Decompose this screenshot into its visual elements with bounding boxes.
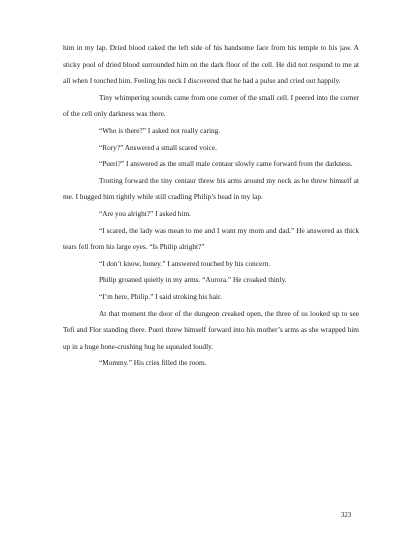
- paragraph-12: At that moment the door of the dungeon creaked open, the three of us looked up to see Tefi and Flor standing there. Pueri threw himself forward into his mother’s arms as she wrapped him up in a huge bone-crushing hug he squealed loudly.: [63, 308, 359, 351]
- paragraph-4: “Rory?” Answered a small scared voice.: [99, 142, 217, 152]
- paragraph-9: “I don’t know, honey.” I answered touched by his concern.: [99, 258, 271, 268]
- paragraph-13: “Mommy.” His cries filled the room.: [99, 358, 207, 368]
- paragraph-1: him in my lap. Dried blood caked the left side of his handsome face from his temple to his jaw. A sticky pool of dried blood surrounded him on the dark floor of the cell. He did not respond to me at all when I touched him. Feeling his neck I discovered that he had a pulse and cried out happily.: [63, 43, 359, 86]
- paragraph-8: “I scared, the lady was mean to me and I want my mom and dad.” He answered as thick tears fell from his large eyes. “Is Philip alright?”: [63, 225, 359, 252]
- page-number: 323: [341, 512, 352, 519]
- paragraph-7: “Are you alright?” I asked him.: [99, 208, 191, 218]
- paragraph-10: Philip groaned quietly in my arms. “Aurora.” He croaked thinly.: [99, 275, 287, 285]
- paragraph-11: “I’m here, Philip.” I said stroking his hair.: [99, 291, 222, 301]
- paragraph-2: Tiny whimpering sounds came from one corner of the small cell. I peered into the corner of the cell only darkness was there.: [63, 92, 359, 119]
- body-text: [63, 40, 359, 372]
- paragraph-6: Trotting forward the tiny centaur threw his arms around my neck as he threw himself at me. I hugged him tightly while still cradling Philip’s head in my lap.: [63, 175, 359, 202]
- paragraph-3: “Who is there?” I asked not really caring.: [99, 125, 221, 135]
- paragraph-5: “Pueri?” I answered as the small male centaur slowly came forward from the darkness.: [99, 159, 353, 169]
